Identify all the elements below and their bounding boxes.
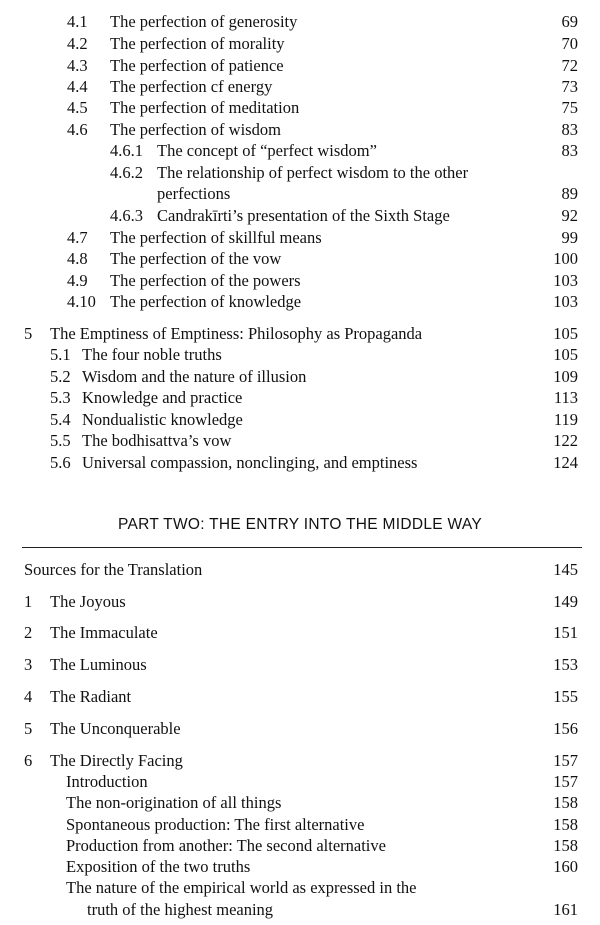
chapter-number: 2 bbox=[24, 623, 33, 642]
entry-title: The non-origination of all things bbox=[66, 793, 282, 812]
toc-entry bbox=[0, 291, 600, 313]
chapter-number: 6 bbox=[24, 751, 33, 770]
entry-number: 4.9 bbox=[67, 271, 88, 290]
entry-number: 5.2 bbox=[50, 367, 71, 386]
entry-page: 151 bbox=[553, 623, 578, 642]
entry-number: 4.2 bbox=[67, 34, 88, 53]
chapter-title: Sources for the Translation bbox=[24, 560, 203, 579]
toc-chapter bbox=[0, 654, 600, 676]
toc-chapter bbox=[0, 591, 600, 613]
entry-page: 92 bbox=[561, 206, 578, 225]
toc-entry bbox=[0, 248, 600, 270]
toc-subentry bbox=[0, 140, 600, 162]
entry-page: 70 bbox=[561, 34, 578, 53]
chapter-title: The Radiant bbox=[50, 687, 132, 706]
toc-entry bbox=[0, 55, 600, 77]
entry-number: 4.6.2 bbox=[110, 163, 143, 182]
entry-title: Nondualistic knowledge bbox=[82, 410, 243, 429]
entry-title: Candrakīrti’s presentation of the Sixth Stage bbox=[157, 206, 450, 225]
entry-title: The four noble truths bbox=[82, 345, 222, 364]
chapter-number: 4 bbox=[24, 687, 33, 706]
entry-page: 113 bbox=[553, 388, 578, 407]
entry-title: The perfection of the powers bbox=[110, 271, 301, 290]
entry-page: 72 bbox=[561, 56, 578, 75]
toc-entry bbox=[0, 877, 600, 899]
toc-entry bbox=[0, 430, 600, 452]
entry-title: The relationship of perfect wisdom to the other bbox=[157, 163, 469, 182]
entry-title: The perfection of the vow bbox=[110, 249, 282, 268]
entry-page: 103 bbox=[553, 271, 578, 290]
entry-number: 4.3 bbox=[67, 56, 88, 75]
entry-title: The perfection of meditation bbox=[110, 98, 300, 117]
entry-page: 69 bbox=[561, 12, 578, 31]
entry-page: 105 bbox=[553, 345, 578, 364]
toc-entry bbox=[0, 344, 600, 366]
entry-page: 145 bbox=[553, 560, 578, 579]
toc-chapter bbox=[0, 323, 600, 345]
entry-title: Knowledge and practice bbox=[82, 388, 243, 407]
chapter-title: The Directly Facing bbox=[50, 751, 183, 770]
toc-entry bbox=[0, 771, 600, 793]
entry-number: 4.8 bbox=[67, 249, 88, 268]
entry-number: 4.7 bbox=[67, 228, 88, 247]
entry-page: 103 bbox=[553, 292, 578, 311]
entry-title: The bodhisattva’s vow bbox=[82, 431, 232, 450]
toc-chapter bbox=[0, 622, 600, 644]
toc-subentry bbox=[0, 205, 600, 227]
entry-page: 157 bbox=[553, 772, 578, 791]
entry-page: 73 bbox=[561, 77, 578, 96]
entry-page: 158 bbox=[553, 815, 578, 834]
entry-number: 4.5 bbox=[67, 98, 88, 117]
toc-entry bbox=[0, 366, 600, 388]
toc-entry bbox=[0, 452, 600, 474]
entry-page: 75 bbox=[561, 98, 578, 117]
entry-title: Wisdom and the nature of illusion bbox=[82, 367, 307, 386]
section-divider bbox=[22, 547, 582, 548]
toc-entry bbox=[0, 387, 600, 409]
toc-chapter bbox=[0, 718, 600, 740]
entry-page: 149 bbox=[553, 592, 578, 611]
entry-title: truth of the highest meaning bbox=[87, 900, 274, 919]
toc-entry bbox=[0, 270, 600, 292]
toc-entry-continuation bbox=[0, 899, 600, 921]
toc-entry bbox=[0, 814, 600, 836]
entry-page: 158 bbox=[553, 836, 578, 855]
entry-page: 109 bbox=[553, 367, 578, 386]
entry-title: The perfection of generosity bbox=[110, 12, 298, 31]
toc-entry bbox=[0, 76, 600, 98]
entry-page: 105 bbox=[553, 324, 578, 343]
toc-entry bbox=[0, 11, 600, 33]
entry-number: 4.4 bbox=[67, 77, 88, 96]
toc-chapter bbox=[0, 559, 600, 581]
entry-title: The perfection of patience bbox=[110, 56, 284, 75]
chapter-title: The Immaculate bbox=[50, 623, 158, 642]
toc-entry bbox=[0, 792, 600, 814]
toc-subentry bbox=[0, 162, 600, 184]
toc-entry bbox=[0, 835, 600, 857]
entry-page: 119 bbox=[553, 410, 578, 429]
entry-number: 5.4 bbox=[50, 410, 71, 429]
entry-title: The perfection cf energy bbox=[110, 77, 273, 96]
part-heading: PART TWO: THE ENTRY INTO THE MIDDLE WAY bbox=[118, 516, 482, 533]
entry-page: 122 bbox=[553, 431, 578, 450]
chapter-title: The Unconquerable bbox=[50, 719, 181, 738]
chapter-number: 1 bbox=[24, 592, 33, 611]
chapter-number: 5 bbox=[24, 719, 33, 738]
entry-title: Spontaneous production: The first alternative bbox=[66, 815, 365, 834]
chapter-title: The Luminous bbox=[50, 655, 147, 674]
entry-page: 99 bbox=[561, 228, 578, 247]
entry-number: 5.1 bbox=[50, 345, 71, 364]
entry-page: 155 bbox=[553, 687, 578, 706]
entry-page: 89 bbox=[561, 184, 578, 203]
toc-chapter bbox=[0, 686, 600, 708]
toc-entry bbox=[0, 119, 600, 141]
toc-subentry-continuation bbox=[0, 183, 600, 205]
entry-title: perfections bbox=[157, 184, 231, 203]
entry-page: 124 bbox=[553, 453, 578, 472]
toc-entry bbox=[0, 409, 600, 431]
toc-entry bbox=[0, 856, 600, 878]
entry-number: 4.6.3 bbox=[110, 206, 143, 225]
entry-title: The perfection of knowledge bbox=[110, 292, 302, 311]
entry-number: 5.3 bbox=[50, 388, 71, 407]
entry-title: Exposition of the two truths bbox=[66, 857, 251, 876]
entry-number: 4.6.1 bbox=[110, 141, 143, 160]
toc-entry bbox=[0, 227, 600, 249]
entry-title: Introduction bbox=[66, 772, 148, 791]
entry-title: The concept of “perfect wisdom” bbox=[157, 141, 377, 160]
entry-number: 4.6 bbox=[67, 120, 88, 139]
entry-page: 157 bbox=[553, 751, 578, 770]
entry-page: 100 bbox=[553, 249, 578, 268]
entry-page: 156 bbox=[553, 719, 578, 738]
entry-title: The nature of the empirical world as expressed in the bbox=[66, 878, 417, 897]
entry-page: 153 bbox=[553, 655, 578, 674]
entry-page: 161 bbox=[553, 900, 578, 919]
chapter-number: 5 bbox=[24, 324, 33, 343]
entry-page: 83 bbox=[561, 120, 578, 139]
entry-page: 83 bbox=[561, 141, 578, 160]
toc-entry bbox=[0, 97, 600, 119]
entry-page: 158 bbox=[553, 793, 578, 812]
chapter-title: The Joyous bbox=[50, 592, 126, 611]
chapter-title: The Emptiness of Emptiness: Philosophy as Propaganda bbox=[50, 324, 423, 343]
entry-number: 5.6 bbox=[50, 453, 71, 472]
chapter-number: 3 bbox=[24, 655, 33, 674]
entry-title: Universal compassion, nonclinging, and emptiness bbox=[82, 453, 418, 472]
entry-page: 160 bbox=[553, 857, 578, 876]
entry-number: 5.5 bbox=[50, 431, 71, 450]
entry-title: The perfection of morality bbox=[110, 34, 285, 53]
entry-number: 4.10 bbox=[67, 292, 96, 311]
entry-number: 4.1 bbox=[67, 12, 88, 31]
entry-title: The perfection of wisdom bbox=[110, 120, 281, 139]
toc-entry bbox=[0, 33, 600, 55]
entry-title: Production from another: The second alternative bbox=[66, 836, 386, 855]
toc-chapter bbox=[0, 750, 600, 772]
entry-title: The perfection of skillful means bbox=[110, 228, 322, 247]
